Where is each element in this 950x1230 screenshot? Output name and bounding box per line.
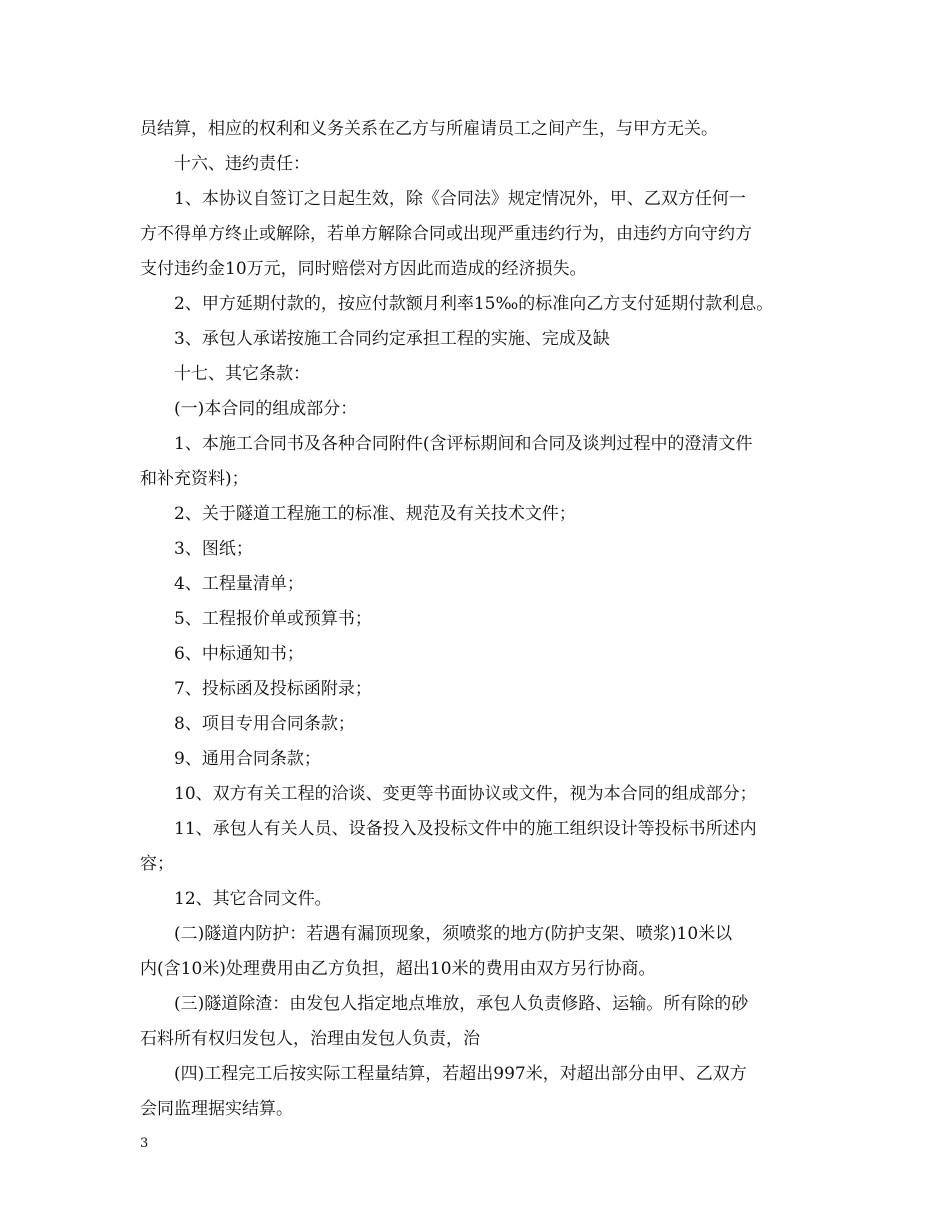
list-item: 5、工程报价单或预算书； (174, 609, 372, 629)
list-item-continuation: 和补充资料)； (140, 469, 249, 489)
text-line: 1、本协议自签订之日起生效，除《合同法》规定情况外，甲、乙双方任何一 (174, 189, 746, 209)
list-item: 7、投标函及投标函附录； (174, 679, 372, 699)
list-item: 11、承包人有关人员、设备投入及投标文件中的施工组织设计等投标书所述内 (174, 819, 757, 839)
subsection-heading: (二)隧道内防护：若遇有漏顶现象，须喷浆的地方(防护支架、喷浆)10米以 (174, 924, 733, 944)
list-item: 12、其它合同文件。 (174, 889, 332, 909)
list-item: 8、项目专用合同条款； (174, 714, 355, 734)
list-item: 9、通用合同条款； (174, 749, 321, 769)
text-line: 支付违约金10万元，同时赔偿对方因此而造成的经济损失。 (140, 259, 587, 279)
subsection-heading: (三)隧道除渣：由发包人指定地点堆放，承包人负责修路、运输。所有除的砂 (174, 994, 749, 1014)
list-item: 1、本施工合同书及各种合同附件(含评标期间和合同及谈判过程中的澄清文件 (174, 434, 753, 454)
page-number: 3 (140, 1136, 149, 1151)
text-line: 会同监理据实结算。 (140, 1099, 293, 1119)
text-line-continuation: 员结算，相应的权利和义务关系在乙方与所雇请员工之间产生，与甲方无关。 (140, 119, 718, 139)
text-line: 方不得单方终止或解除，若单方解除合同或出现严重违约行为，由违约方向守约方 (140, 224, 752, 244)
list-item: 2、关于隧道工程施工的标准、规范及有关技术文件； (174, 504, 576, 524)
text-line: 石料所有权归发包人，治理由发包人负责，治 (140, 1029, 480, 1049)
text-line: 内(含10米)处理费用由乙方负担，超出10米的费用由双方另行协商。 (140, 959, 656, 979)
section-heading-other-terms: 十七、其它条款： (174, 364, 310, 384)
list-item: 10、双方有关工程的洽谈、变更等书面协议或文件，视为本合同的组成部分； (174, 784, 757, 804)
document-body (140, 112, 812, 1127)
list-item: 6、中标通知书； (174, 644, 304, 664)
list-item: 4、工程量清单； (174, 574, 304, 594)
text-line: 3、承包人承诺按施工合同约定承担工程的实施、完成及缺 (174, 329, 610, 349)
section-heading-breach: 十六、违约责任： (174, 154, 310, 174)
subsection-heading: (一)本合同的组成部分： (174, 399, 358, 419)
list-item-continuation: 容； (140, 854, 174, 874)
text-line: 2、甲方延期付款的，按应付款额月利率15‰的标准向乙方支付延期付款利息。 (174, 294, 774, 314)
subsection-heading: (四)工程完工后按实际工程量结算，若超出997米，对超出部分由甲、乙双方 (174, 1064, 747, 1084)
list-item: 3、图纸； (174, 539, 253, 559)
